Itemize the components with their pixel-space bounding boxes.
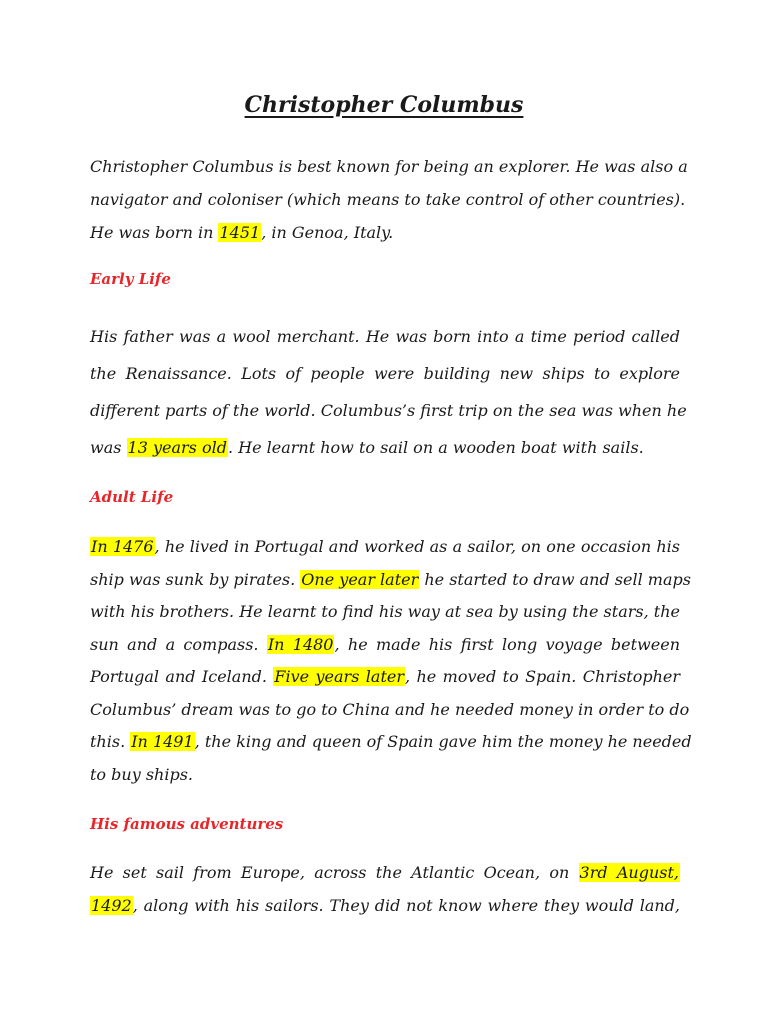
text-run: He set sail from Europe, across the Atlantic Ocean, on: [90, 863, 579, 882]
highlighted-text: In 1476: [91, 537, 154, 556]
text-run: His father was a wool merchant. He was born into a time period called: [90, 327, 680, 346]
highlighted-text: In 1491: [131, 732, 194, 751]
heading-early-life: Early Life: [90, 270, 171, 288]
adult-life-paragraph: [90, 531, 692, 791]
text-line: [90, 856, 680, 889]
text-run: , he moved to Spain. Christopher: [405, 667, 681, 686]
highlighted-text: One year later: [301, 569, 419, 589]
text-run: he started to draw and sell maps: [419, 569, 691, 589]
text-run: with his brothers. He learnt to find his way at sea by using the stars, the: [90, 602, 680, 621]
highlighted-text: Five years later: [274, 667, 405, 686]
highlighted-text: 3rd August,: [579, 863, 679, 882]
text-line: [90, 318, 680, 355]
text-run: Christopher Columbus is best known for being an explorer. He was also a: [90, 157, 688, 176]
text-run: , he lived in Portugal and worked as a sailor, on one occasion his: [154, 537, 680, 556]
text-run: to buy ships.: [90, 764, 193, 784]
text-run: this.: [90, 732, 131, 751]
text-run: the Renaissance. Lots of people were building new ships to explore: [90, 364, 680, 383]
highlighted-text: 1492: [91, 896, 132, 915]
early-life-paragraph: [90, 318, 687, 466]
text-line: [90, 531, 680, 564]
text-line: [90, 183, 686, 216]
text-run: Columbus’ dream was to go to China and he needed money in order to do: [90, 699, 690, 719]
text-line: [90, 150, 688, 183]
text-run: He was born in: [90, 223, 219, 242]
text-run: , the king and queen of Spain gave him the money he needed: [194, 732, 692, 751]
text-line: [90, 564, 691, 597]
text-line: [90, 429, 680, 466]
text-run: sun and a compass.: [90, 634, 267, 654]
highlighted-text: 13 years old: [127, 438, 227, 457]
intro-paragraph: [90, 150, 688, 249]
document-title: Christopher Columbus: [244, 92, 524, 118]
text-run: . He learnt how to sail on a wooden boat with sails.: [227, 438, 644, 457]
text-run: Portugal and Iceland.: [90, 667, 274, 686]
text-line: [90, 694, 690, 727]
text-line: [90, 596, 680, 629]
text-run: , he made his first long voyage between: [334, 634, 680, 654]
heading-adult-life: Adult Life: [90, 488, 174, 506]
text-line: [90, 759, 680, 792]
text-run: different parts of the world. Columbus’s first trip on the sea was when he: [90, 401, 687, 420]
text-line: [90, 629, 680, 662]
heading-famous-adventures: His famous adventures: [90, 815, 284, 833]
famous-adventures-paragraph: [90, 856, 680, 922]
text-line: [90, 661, 680, 694]
text-line: [90, 889, 680, 922]
text-run: was: [90, 438, 127, 457]
text-line: [90, 726, 692, 759]
text-line: [90, 216, 680, 249]
text-run: navigator and coloniser (which means to take control of other countries).: [90, 190, 686, 209]
highlighted-text: 1451: [219, 223, 261, 242]
text-run: , along with his sailors. They did not know where they would land,: [132, 896, 680, 915]
text-line: [90, 355, 680, 392]
text-line: [90, 392, 687, 429]
text-run: , in Genoa, Italy.: [261, 223, 394, 242]
highlighted-text: In 1480: [267, 634, 334, 654]
text-run: ship was sunk by pirates.: [90, 569, 301, 589]
